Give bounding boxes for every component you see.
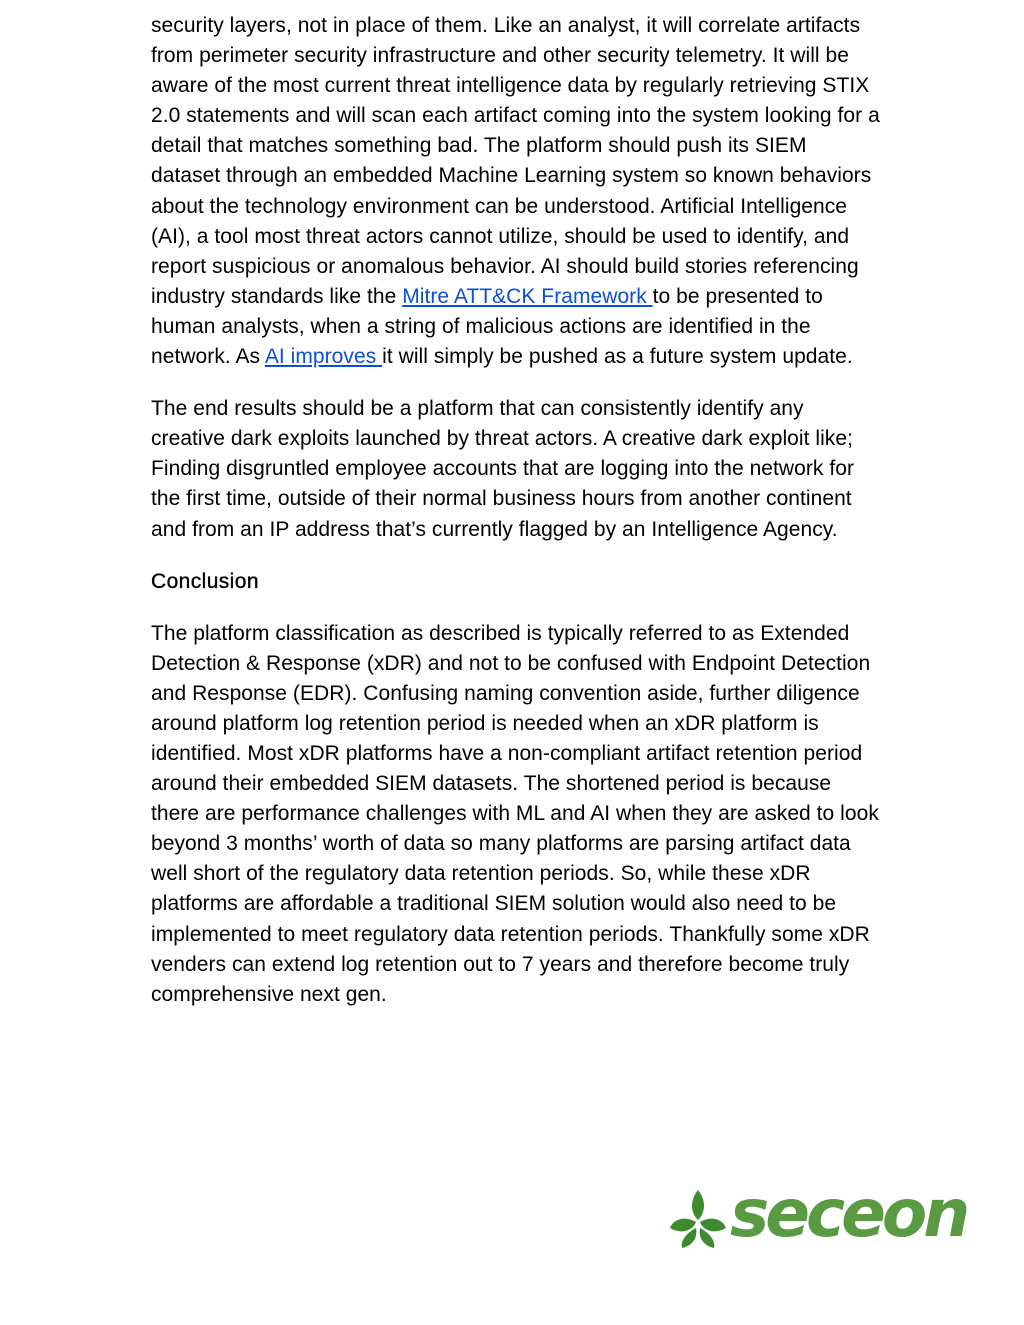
- paragraph-intro: [151, 11, 881, 372]
- ai-improves-link[interactable]: AI improves: [264, 345, 383, 369]
- paragraph-text: security layers, not in place of them. Like an analyst, it will correlate artifacts from perimeter security infrastructure and other security telemetry. It will be aware of the most current threat intelligence data by regularly retrieving STIX 2.0 statements and will scan each artifact coming into the system looking for a detail that matches something bad. The platform should push its SIEM dataset through an embedded Machine Learning system so known behaviors about the technology environment can be understood. Artificial Intelligence (AI), a tool most threat actors cannot utilize, should be used to identify, and report suspicious or anomalous behavior. AI should build stories referencing industry standards like the: [151, 14, 880, 308]
- paragraph-end-results: The end results should be a platform that can consistently identify any creative dark exploits launched by threat actors. A creative dark exploit like; Finding disgruntled employee accounts that are logging into the network for the first time, outside of their normal business hours from another continent and from an IP address that’s currently flagged by an Intelligence Agency.: [151, 397, 855, 541]
- paragraph-conclusion: The platform classification as described is typically referred to as Extended Detection & Response (xDR) and not to be confused with Endpoint Detection and Response (EDR). Confusing naming convention aside, further diligence around platform log retention period is needed when an xDR platform is identified. Most xDR platforms have a non-compliant artifact retention period around their embedded SIEM datasets. The shortened period is because there are performance challenges with ML and AI when they are asked to look beyond 3 months’ worth of data so many platforms are parsing artifact data well short of the regulatory data retention periods. So, while these xDR platforms are affordable a traditional SIEM solution would also need to be implemented to meet regulatory data retention periods. Thankfully some xDR venders can extend log retention out to 7 years and therefore become truly comprehensive next gen.: [151, 621, 879, 1006]
- paragraph-text: it will simply be pushed as a future system update.: [382, 345, 853, 369]
- paragraph-text: to be presented to human analysts, when a string of malicious actions are identified in the network. As: [151, 284, 823, 369]
- tree-leaf-icon: [668, 1188, 728, 1250]
- seceon-logo: [668, 1175, 967, 1254]
- document-body: [151, 11, 881, 1010]
- mitre-attack-link[interactable]: Mitre ATT&CK Framework: [402, 284, 653, 308]
- logo-wordmark: seceon: [730, 1175, 967, 1252]
- section-heading-conclusion: Conclusion: [151, 569, 259, 593]
